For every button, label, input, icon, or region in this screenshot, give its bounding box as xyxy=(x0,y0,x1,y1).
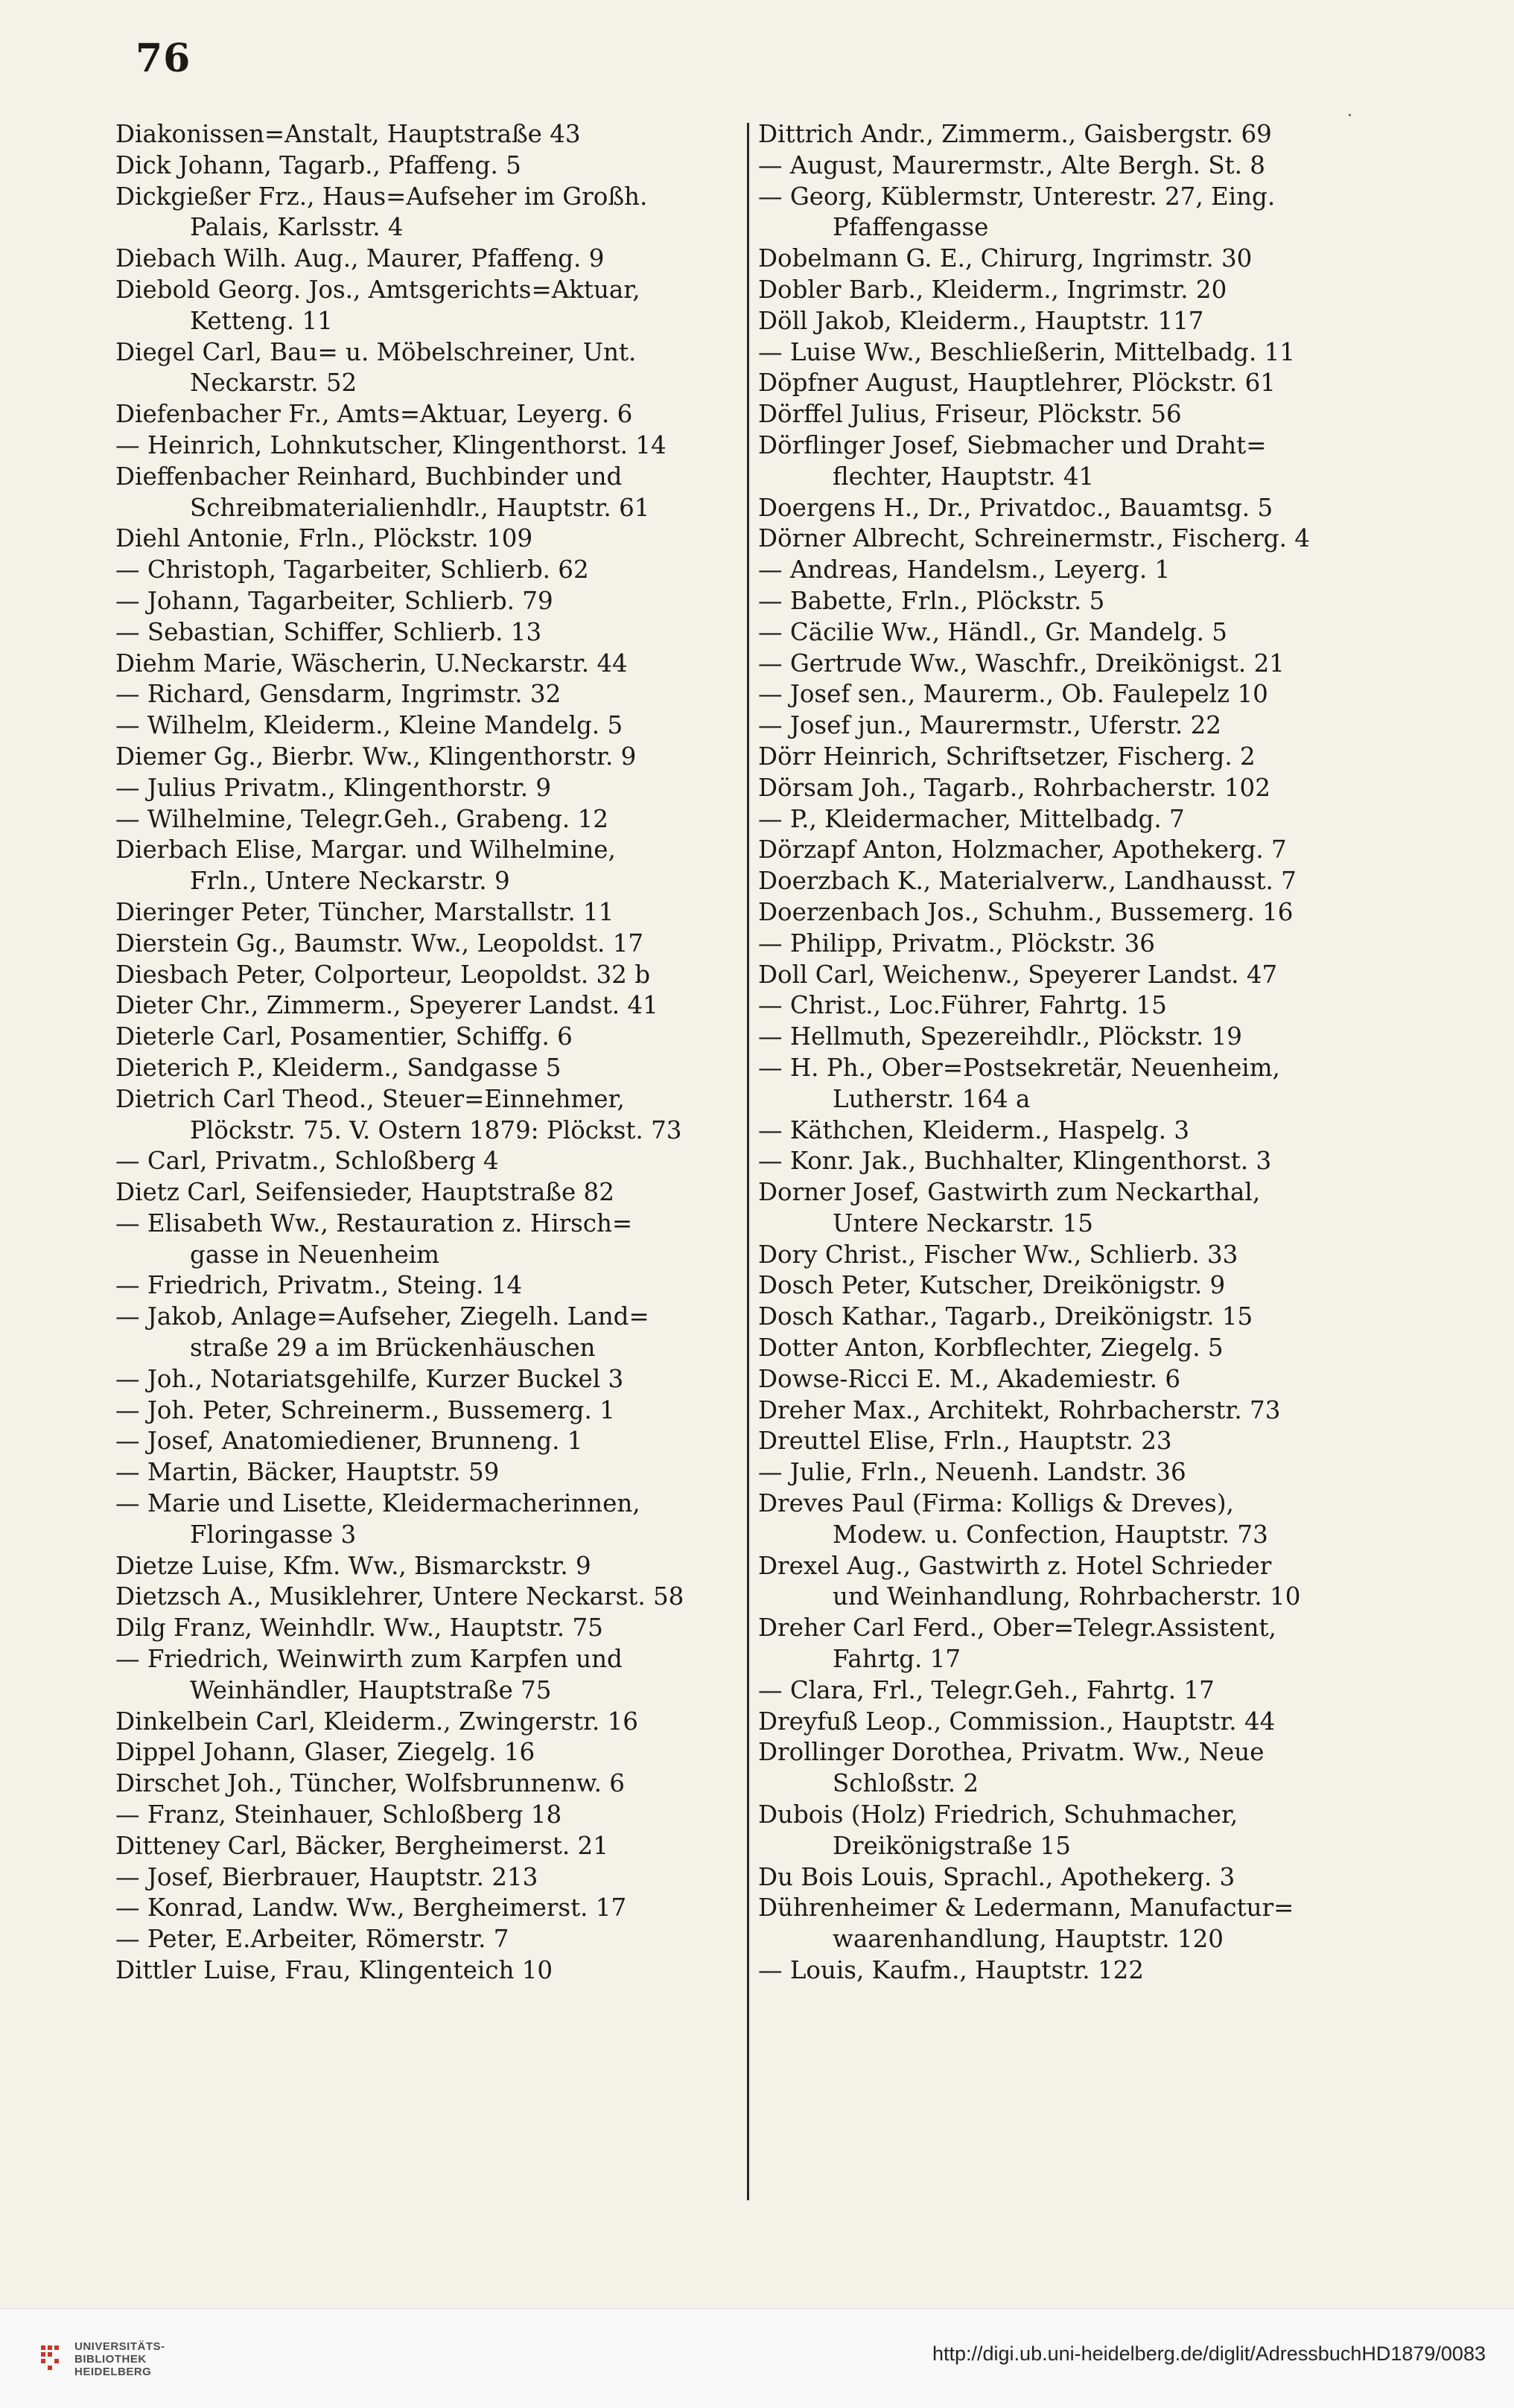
directory-entry: — Christoph, Tagarbeiter, Schlierb. 62 xyxy=(115,555,589,585)
directory-entry: Dörsam Joh., Tagarb., Rohrbacherstr. 102 xyxy=(758,773,1270,802)
directory-entry: Dittrich Andr., Zimmerm., Gaisbergstr. 69 xyxy=(758,120,1272,148)
directory-entry: Diebach Wilh. Aug., Maurer, Pfaffeng. 9 xyxy=(115,244,605,273)
directory-entry: Dosch Peter, Kutscher, Dreikönigstr. 9 xyxy=(758,1271,1226,1300)
directory-entry: — Franz, Steinhauer, Schloßberg 18 xyxy=(115,1800,562,1829)
directory-entry: — Georg, Küblermstr, Unterestr. 27, Eing. xyxy=(758,182,1276,211)
directory-entry: Diehl Antonie, Frln., Plöckstr. 109 xyxy=(115,524,533,553)
directory-entry: — Wilhelmine, Telegr.Geh., Grabeng. 12 xyxy=(115,804,608,833)
directory-entry: Dieringer Peter, Tüncher, Marstallstr. 11 xyxy=(115,897,614,926)
directory-entry: — Gertrude Ww., Waschfr., Dreikönigst. 21 xyxy=(758,649,1285,678)
library-logo-text[interactable] xyxy=(74,2340,165,2378)
directory-entry-continuation: Lutherstr. 164 a xyxy=(833,1084,1031,1113)
directory-entry: — Julie, Frln., Neuenh. Landstr. 36 xyxy=(758,1458,1186,1487)
directory-entry: Dietrich Carl Theod., Steuer=Einnehmer, xyxy=(115,1084,625,1113)
directory-entry: — August, Maurermstr., Alte Bergh. St. 8 xyxy=(758,150,1265,179)
directory-entry-continuation: Palais, Karlsstr. 4 xyxy=(190,213,404,242)
directory-entry-continuation: Pfaffengasse xyxy=(833,213,989,242)
directory-entry: — Josef, Bierbrauer, Hauptstr. 213 xyxy=(115,1862,538,1891)
directory-entry: Doerzenbach Jos., Schuhm., Bussemerg. 16 xyxy=(758,897,1294,926)
directory-entry: Dierbach Elise, Margar. und Wilhelmine, xyxy=(115,835,616,864)
directory-entry: Dörr Heinrich, Schriftsetzer, Fischerg. 2 xyxy=(758,742,1256,771)
directory-entry-continuation: Floringasse 3 xyxy=(190,1520,357,1549)
directory-entry: Dieterle Carl, Posamentier, Schiffg. 6 xyxy=(115,1022,573,1051)
directory-entry: — Martin, Bäcker, Hauptstr. 59 xyxy=(115,1458,500,1487)
directory-entry: — Konr. Jak., Buchhalter, Klingenthorst. 3 xyxy=(758,1147,1272,1176)
directory-entry: Dührenheimer & Ledermann, Manufactur= xyxy=(758,1893,1294,1923)
directory-entry: Dietzsch A., Musiklehrer, Untere Neckarst. 58 xyxy=(115,1582,684,1611)
directory-entry: Dorner Josef, Gastwirth zum Neckarthal, xyxy=(758,1178,1261,1207)
directory-entry-continuation: Ketteng. 11 xyxy=(190,306,333,335)
directory-entry: Dilg Franz, Weinhdlr. Ww., Hauptstr. 75 xyxy=(115,1614,603,1643)
directory-entry: — Marie und Lisette, Kleidermacherinnen, xyxy=(115,1489,640,1518)
left-column xyxy=(115,119,741,1987)
directory-entry: Dreuttel Elise, Frln., Hauptstr. 23 xyxy=(758,1427,1172,1456)
directory-entry: Dreyfuß Leop., Commission., Hauptstr. 44 xyxy=(758,1707,1276,1736)
directory-entry-continuation: gasse in Neuenheim xyxy=(190,1240,439,1269)
logo-line: HEIDELBERG xyxy=(74,2366,152,2378)
directory-entry: Doll Carl, Weichenw., Speyerer Landst. 47 xyxy=(758,960,1278,989)
directory-entry: — Joh., Notariatsgehilfe, Kurzer Buckel 3 xyxy=(115,1364,624,1393)
directory-entry: Dory Christ., Fischer Ww., Schlierb. 33 xyxy=(758,1240,1238,1269)
logo-line: UNIVERSITÄTS- xyxy=(74,2340,165,2353)
directory-entry-continuation: Frln., Untere Neckarstr. 9 xyxy=(190,867,510,896)
directory-entry: Doergens H., Dr., Privatdoc., Bauamtsg. 5 xyxy=(758,493,1273,522)
directory-entry: — Clara, Frl., Telegr.Geh., Fahrtg. 17 xyxy=(758,1675,1215,1704)
directory-entry-continuation: Weinhändler, Hauptstraße 75 xyxy=(190,1675,552,1704)
directory-entry: — Luise Ww., Beschließerin, Mittelbadg. 11 xyxy=(758,337,1295,366)
directory-entry: Dreher Carl Ferd., Ober=Telegr.Assistent, xyxy=(758,1614,1276,1643)
directory-entry: Dobelmann G. E., Chirurg, Ingrimstr. 30 xyxy=(758,244,1253,273)
directory-entry: Dinkelbein Carl, Kleiderm., Zwingerstr. 16 xyxy=(115,1707,638,1736)
directory-entry: — P., Kleidermacher, Mittelbadg. 7 xyxy=(758,804,1185,833)
directory-entry: Doerzbach K., Materialverw., Landhausst. 7 xyxy=(758,867,1297,896)
directory-entry: Du Bois Louis, Sprachl., Apothekerg. 3 xyxy=(758,1862,1235,1891)
directory-entry: Dippel Johann, Glaser, Ziegelg. 16 xyxy=(115,1738,535,1767)
directory-entry: — Johann, Tagarbeiter, Schlierb. 79 xyxy=(115,586,553,615)
directory-entry: — Cäcilie Ww., Händl., Gr. Mandelg. 5 xyxy=(758,617,1227,646)
directory-entry-continuation: Plöckstr. 75. V. Ostern 1879: Plöckst. 73 xyxy=(190,1115,682,1144)
directory-entry: — Richard, Gensdarm, Ingrimstr. 32 xyxy=(115,680,562,709)
directory-entry: — Peter, E.Arbeiter, Römerstr. 7 xyxy=(115,1925,509,1954)
directory-entry: Döll Jakob, Kleiderm., Hauptstr. 117 xyxy=(758,306,1204,335)
directory-entry: Dirschet Joh., Tüncher, Wolfsbrunnenw. 6 xyxy=(115,1769,625,1798)
directory-entry: Dickgießer Frz., Haus=Aufseher im Großh. xyxy=(115,182,648,211)
directory-entry: — Louis, Kaufm., Hauptstr. 122 xyxy=(758,1956,1144,1985)
directory-entry-continuation: Fahrtg. 17 xyxy=(833,1645,961,1674)
directory-entry: Dreher Max., Architekt, Rohrbacherstr. 73 xyxy=(758,1395,1281,1424)
directory-entry-continuation: straße 29 a im Brückenhäuschen xyxy=(190,1334,596,1363)
directory-entry: Döpfner August, Hauptlehrer, Plöckstr. 61 xyxy=(758,369,1276,398)
directory-entry: Dreves Paul (Firma: Kolligs & Dreves), xyxy=(758,1489,1234,1518)
directory-entry: Dubois (Holz) Friedrich, Schuhmacher, xyxy=(758,1800,1238,1829)
directory-entry: Dietze Luise, Kfm. Ww., Bismarckstr. 9 xyxy=(115,1551,591,1580)
directory-entry: — Heinrich, Lohnkutscher, Klingenthorst. 14 xyxy=(115,430,667,459)
directory-entry: Dobler Barb., Kleiderm., Ingrimstr. 20 xyxy=(758,275,1227,304)
directory-entry: — H. Ph., Ober=Postsekretär, Neuenheim, xyxy=(758,1053,1280,1082)
directory-entry: — Philipp, Privatm., Plöckstr. 36 xyxy=(758,929,1155,958)
directory-entry-continuation: und Weinhandlung, Rohrbacherstr. 10 xyxy=(833,1582,1301,1611)
directory-entry: — Konrad, Landw. Ww., Bergheimerst. 17 xyxy=(115,1893,627,1923)
directory-entry: — Josef, Anatomiediener, Brunneng. 1 xyxy=(115,1427,583,1456)
directory-entry: Diakonissen=Anstalt, Hauptstraße 43 xyxy=(115,120,581,148)
directory-entry: Dörzapf Anton, Holzmacher, Apothekerg. 7 xyxy=(758,835,1287,864)
column-divider xyxy=(747,123,749,2200)
directory-entry: — Sebastian, Schiffer, Schlierb. 13 xyxy=(115,617,542,646)
directory-entry: Dörner Albrecht, Schreinermstr., Fischerg. 4 xyxy=(758,524,1310,553)
directory-entry: Dörffel Julius, Friseur, Plöckstr. 56 xyxy=(758,400,1182,429)
directory-entry: Diehm Marie, Wäscherin, U.Neckarstr. 44 xyxy=(115,649,628,678)
directory-entry: — Joh. Peter, Schreinerm., Bussemerg. 1 xyxy=(115,1395,615,1424)
directory-entry: Diefenbacher Fr., Amts=Aktuar, Leyerg. 6 xyxy=(115,400,633,429)
logo-line: BIBLIOTHEK xyxy=(74,2353,147,2366)
directory-entry-continuation: Dreikönigstraße 15 xyxy=(833,1831,1071,1860)
directory-entry: — Josef jun., Maurermstr., Uferstr. 22 xyxy=(758,711,1221,740)
library-logo-icon xyxy=(41,2344,66,2374)
directory-entry: Dotter Anton, Korbflechter, Ziegelg. 5 xyxy=(758,1334,1224,1363)
directory-entry: Dieterich P., Kleiderm., Sandgasse 5 xyxy=(115,1053,562,1082)
directory-entry: — Wilhelm, Kleiderm., Kleine Mandelg. 5 xyxy=(115,711,623,740)
page-number: 76 xyxy=(136,36,191,81)
source-url-link[interactable]: http://digi.ub.uni-heidelberg.de/diglit/AdressbuchHD1879/0083 xyxy=(932,2342,1486,2365)
directory-entry: — Babette, Frln., Plöckstr. 5 xyxy=(758,586,1105,615)
directory-entry: — Käthchen, Kleiderm., Haspelg. 3 xyxy=(758,1115,1190,1144)
directory-entry-continuation: Schreibmaterialienhdlr., Hauptstr. 61 xyxy=(190,493,650,522)
directory-entry: — Friedrich, Weinwirth zum Karpfen und xyxy=(115,1645,623,1674)
directory-entry-continuation: waarenhandlung, Hauptstr. 120 xyxy=(833,1925,1224,1954)
directory-entry-continuation: Neckarstr. 52 xyxy=(190,369,357,398)
directory-entry: Drexel Aug., Gastwirth z. Hotel Schrieder xyxy=(758,1551,1272,1580)
directory-entry: Diemer Gg., Bierbr. Ww., Klingenthorstr. 9 xyxy=(115,742,637,771)
directory-entry: Diebold Georg. Jos., Amtsgerichts=Aktuar, xyxy=(115,275,640,304)
directory-entry-continuation: Modew. u. Confection, Hauptstr. 73 xyxy=(833,1520,1268,1549)
directory-entry: Dick Johann, Tagarb., Pfaffeng. 5 xyxy=(115,150,521,179)
directory-entry: — Andreas, Handelsm., Leyerg. 1 xyxy=(758,555,1171,585)
directory-entry: Dittler Luise, Frau, Klingenteich 10 xyxy=(115,1956,553,1985)
directory-entry: — Josef sen., Maurerm., Ob. Faulepelz 10 xyxy=(758,680,1268,709)
directory-entry: Diesbach Peter, Colporteur, Leopoldst. 32 b xyxy=(115,960,650,989)
directory-entry: — Jakob, Anlage=Aufseher, Ziegelh. Land= xyxy=(115,1302,649,1331)
directory-entry-continuation: flechter, Hauptstr. 41 xyxy=(833,462,1095,491)
directory-entry: Dietz Carl, Seifensieder, Hauptstraße 82 xyxy=(115,1178,614,1207)
directory-entry: — Hellmuth, Spezereihdlr., Plöckstr. 19 xyxy=(758,1022,1242,1051)
directory-entry: Ditteney Carl, Bäcker, Bergheimerst. 21 xyxy=(115,1831,608,1860)
directory-entry: — Christ., Loc.Führer, Fahrtg. 15 xyxy=(758,991,1167,1020)
right-column xyxy=(758,119,1391,1987)
directory-entry: Dierstein Gg., Baumstr. Ww., Leopoldst. 17 xyxy=(115,929,644,958)
directory-entry: — Julius Privatm., Klingenthorstr. 9 xyxy=(115,773,552,802)
directory-entry: Diegel Carl, Bau= u. Möbelschreiner, Unt. xyxy=(115,337,637,366)
directory-entry: Dörflinger Josef, Siebmacher und Draht= xyxy=(758,430,1267,459)
margin-mark: ˙ xyxy=(1345,112,1355,134)
directory-entry-continuation: Schloßstr. 2 xyxy=(833,1769,979,1798)
directory-entry: Drollinger Dorothea, Privatm. Ww., Neue xyxy=(758,1738,1265,1767)
directory-entry: — Elisabeth Ww., Restauration z. Hirsch= xyxy=(115,1208,633,1238)
directory-entry: Dowse-Ricci E. M., Akademiestr. 6 xyxy=(758,1364,1181,1393)
directory-entry: — Friedrich, Privatm., Steing. 14 xyxy=(115,1271,523,1300)
directory-entry: Dosch Kathar., Tagarb., Dreikönigstr. 15 xyxy=(758,1302,1253,1331)
directory-entry-continuation: Untere Neckarstr. 15 xyxy=(833,1208,1093,1238)
directory-entry: Dieter Chr., Zimmerm., Speyerer Landst. 41 xyxy=(115,991,658,1020)
directory-entry: Dieffenbacher Reinhard, Buchbinder und xyxy=(115,462,623,491)
directory-entry: — Carl, Privatm., Schloßberg 4 xyxy=(115,1147,499,1176)
